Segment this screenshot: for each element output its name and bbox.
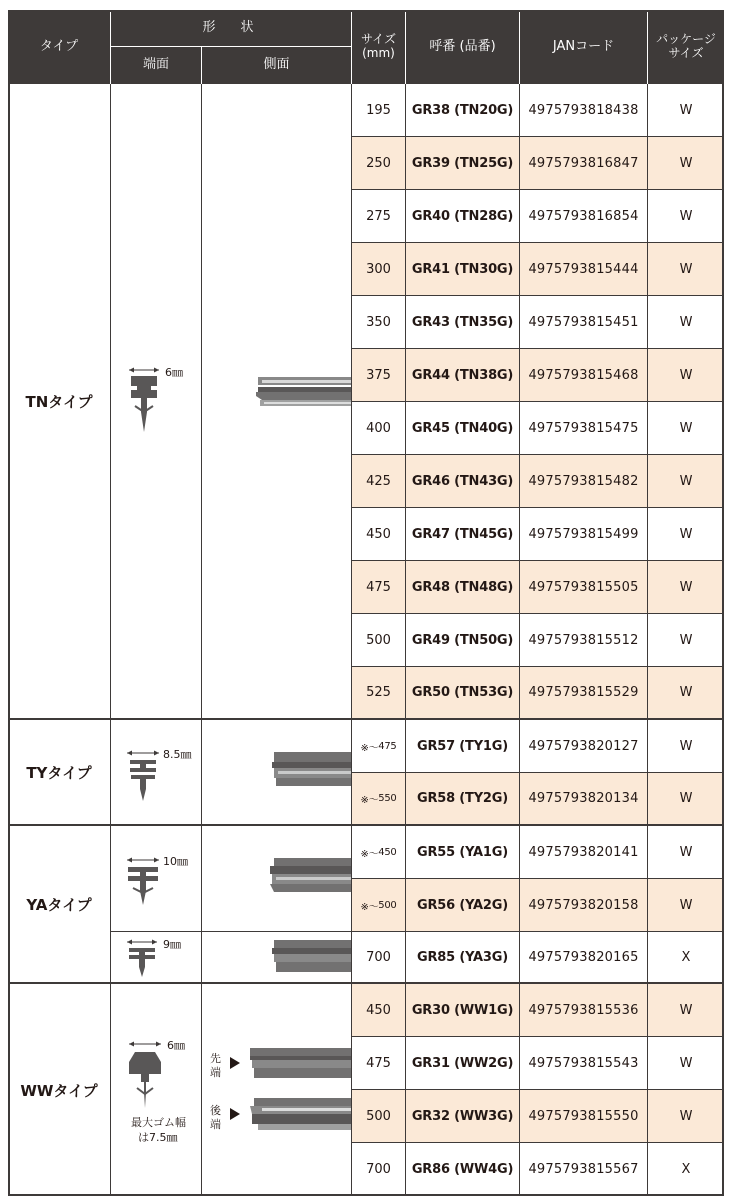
jan-value: 4975793815451 [528,314,639,330]
jan-value: 4975793820158 [528,897,639,913]
cell-pkg [648,879,724,932]
cell-code [406,190,520,243]
pkg-value: W [679,738,693,754]
cell-jan [520,1143,648,1196]
code-value: GR44 (TN38G) [411,367,514,383]
type-cell-ww: WWタイプ [8,984,111,1196]
cell-size [352,932,406,984]
ww-width-label: 6㎜ [167,1039,185,1052]
cell-jan [520,984,648,1037]
side-face-cell-ya-2 [202,932,352,984]
cell-jan [520,84,648,137]
size-value: 275 [366,208,391,224]
cell-jan [520,402,648,455]
jan-value: 4975793815529 [528,685,639,700]
cell-code [406,773,520,826]
cell-pkg [648,84,724,137]
code-value: GR58 (TY2G) [417,791,508,806]
code-value: GR48 (TN48G) [411,579,514,595]
cell-pkg [648,402,724,455]
cell-jan [520,1090,648,1143]
pkg-value: W [679,791,693,806]
cell-jan [520,720,648,773]
cell-pkg [648,667,724,720]
cell-code [406,1143,520,1196]
header-code: 呼番 (品番) [406,10,520,84]
type-cell-tn: TNタイプ [8,84,111,720]
jan-value: 4975793820134 [528,791,639,806]
cell-jan [520,455,648,508]
size-value: 475 [378,740,397,752]
side-face-cell-ww [202,984,352,1196]
cell-size [352,84,406,137]
cell-size [352,402,406,455]
code-value: GR43 (TN35G) [411,314,514,330]
size-value: 475 [366,1055,391,1071]
cell-code [406,137,520,190]
cell-size [352,137,406,190]
pkg-value: W [679,526,693,542]
cell-jan [520,508,648,561]
cell-jan [520,826,648,879]
end-face-cell-ty [111,720,202,826]
pkg-value: W [679,685,693,700]
cell-size [352,667,406,720]
cell-code [406,84,520,137]
end-face-cell-ya-1 [111,826,202,932]
ya3-side-profile-icon [202,932,352,984]
ya-width-label-2: 9㎜ [163,938,181,951]
jan-value: 4975793815475 [528,420,639,436]
code-value: GR46 (TN43G) [411,473,514,489]
cell-size [352,879,406,932]
cell-code [406,561,520,614]
tip-arrow-icon [230,1057,240,1069]
pkg-value: W [679,1002,693,1018]
ww-rear-label-2: 端 [210,1118,221,1131]
cell-code [406,402,520,455]
size-value: 450 [366,1002,391,1018]
ty-width-label: 8.5㎜ [163,748,192,761]
size-value: 300 [366,261,391,277]
jan-value: 4975793815444 [528,261,639,277]
pkg-value: W [679,1108,693,1124]
pkg-value: X [681,949,691,965]
jan-value: 4975793815536 [528,1002,639,1018]
cell-size [352,984,406,1037]
ya3-end-profile-icon [111,932,202,984]
ty-side-profile-icon [202,720,352,826]
size-value: 500 [366,1108,391,1124]
pkg-value: X [681,1162,691,1177]
code-value: GR39 (TN25G) [411,155,514,171]
rear-arrow-icon [230,1108,240,1120]
pkg-value: W [679,367,693,383]
size-value: 250 [366,155,391,171]
cell-code [406,667,520,720]
cell-size [352,455,406,508]
header-package: パッケージ サイズ [648,10,724,84]
cell-code [406,296,520,349]
cell-pkg [648,508,724,561]
pkg-value: W [679,208,693,224]
code-value: GR56 (YA2G) [417,897,508,913]
cell-pkg [648,349,724,402]
cell-size [352,720,406,773]
cell-code [406,1037,520,1090]
jan-value: 4975793815468 [528,367,639,383]
cell-pkg [648,614,724,667]
header-size: サイズ (mm) [352,10,406,84]
jan-value: 4975793815499 [528,526,639,542]
size-value: 700 [366,949,391,965]
end-face-cell-ya-2 [111,932,202,984]
cell-code [406,243,520,296]
size-value: 500 [378,899,397,911]
ya-end-profile-icon [111,826,202,932]
size-value: 700 [366,1162,391,1177]
cell-pkg [648,243,724,296]
pkg-value: W [679,844,693,860]
tn-side-profile-icon [202,84,352,720]
cell-pkg [648,190,724,243]
cell-pkg [648,826,724,879]
jan-value: 4975793815550 [528,1108,639,1124]
code-value: GR85 (YA3G) [417,949,508,965]
cell-jan [520,137,648,190]
cell-pkg [648,561,724,614]
ww-side-profile-icon [202,984,352,1196]
cell-jan [520,1037,648,1090]
cell-jan [520,190,648,243]
size-value: 525 [366,685,391,700]
side-face-cell-tn [202,84,352,720]
cell-size [352,561,406,614]
cell-pkg [648,455,724,508]
cell-jan [520,773,648,826]
pkg-value: W [679,261,693,277]
size-value: 400 [366,420,391,436]
jan-value: 4975793815543 [528,1055,639,1071]
pkg-value: W [679,314,693,330]
jan-value: 4975793815512 [528,632,639,648]
cell-size [352,190,406,243]
jan-value: 4975793816847 [528,155,639,171]
size-value: 450 [378,846,397,858]
cell-pkg [648,773,724,826]
pkg-value: W [679,632,693,648]
cell-jan [520,932,648,984]
type-cell-ty: TYタイプ [8,720,111,826]
cell-code [406,1090,520,1143]
header-jan: JANコード [520,10,648,84]
size-value: 450 [366,526,391,542]
code-value: GR45 (TN40G) [411,420,514,436]
ww-max-note-line2: は7.5㎜ [138,1131,178,1144]
ty-end-profile-icon [111,720,202,826]
cell-pkg [648,932,724,984]
ww-max-note-line1: 最大ゴム幅 [131,1116,186,1129]
cell-size [352,296,406,349]
cell-jan [520,561,648,614]
cell-pkg [648,137,724,190]
jan-value: 4975793815567 [528,1162,639,1177]
side-face-cell-ty [202,720,352,826]
code-value: GR86 (WW4G) [411,1162,514,1177]
size-value: 500 [366,632,391,648]
size-value: 425 [366,473,391,489]
ya-side-profile-icon [202,826,352,932]
cell-size [352,508,406,561]
cell-jan [520,243,648,296]
ya-width-label-1: 10㎜ [163,855,188,868]
ww-tip-label-2: 端 [210,1066,221,1079]
header-type: タイプ [8,10,111,84]
jan-value: 4975793816854 [528,208,639,224]
wiper-refill-table [8,10,724,1196]
tn-end-profile-icon [111,84,202,720]
cell-size [352,773,406,826]
size-value: 550 [378,793,397,804]
ww-end-profile-icon [111,984,202,1196]
cell-code [406,455,520,508]
cell-pkg [648,1143,724,1196]
cell-code [406,508,520,561]
cell-code [406,879,520,932]
type-cell-ya: YAタイプ [8,826,111,984]
cell-pkg [648,720,724,773]
cell-pkg [648,1037,724,1090]
end-face-cell-ww [111,984,202,1196]
jan-value: 4975793815505 [528,579,639,595]
jan-value: 4975793820127 [528,738,639,754]
size-prefix: ※～ [360,901,379,913]
tn-width-label: 6㎜ [165,366,183,379]
cell-code [406,984,520,1037]
code-value: GR50 (TN53G) [411,685,514,700]
pkg-value: W [679,155,693,171]
end-face-cell-tn [111,84,202,720]
cell-size [352,349,406,402]
jan-value: 4975793815482 [528,473,639,489]
code-value: GR40 (TN28G) [411,208,514,224]
side-face-cell-ya-1 [202,826,352,932]
code-value: GR57 (TY1G) [417,738,508,754]
cell-jan [520,614,648,667]
cell-jan [520,879,648,932]
ww-tip-label-1: 先 [210,1052,221,1065]
cell-code [406,826,520,879]
cell-jan [520,349,648,402]
code-value: GR32 (WW3G) [411,1108,514,1124]
cell-code [406,614,520,667]
cell-code [406,349,520,402]
size-value: 375 [366,367,391,383]
code-value: GR30 (WW1G) [411,1002,514,1018]
cell-pkg [648,1090,724,1143]
size-value: 195 [366,102,391,118]
code-value: GR31 (WW2G) [411,1055,514,1071]
cell-size [352,1037,406,1090]
cell-pkg [648,296,724,349]
cell-code [406,720,520,773]
size-value: 475 [366,579,391,595]
header-end-face: 端面 [111,47,202,84]
code-value: GR49 (TN50G) [411,632,514,648]
jan-value: 4975793820165 [528,949,639,965]
header-shape: 形 状 [111,10,352,47]
header-side-face: 側面 [202,47,352,84]
code-value: GR38 (TN20G) [411,102,514,118]
size-prefix: ※～ [360,848,379,860]
pkg-value: W [679,579,693,595]
cell-size [352,1090,406,1143]
jan-value: 4975793820141 [528,844,639,860]
cell-size [352,1143,406,1196]
cell-size [352,243,406,296]
size-prefix: ※～ [360,742,379,754]
ww-rear-label-1: 後 [210,1104,221,1117]
cell-pkg [648,984,724,1037]
cell-jan [520,667,648,720]
jan-value: 4975793818438 [528,102,639,118]
size-prefix: ※～ [360,795,379,806]
code-value: GR41 (TN30G) [411,261,514,277]
cell-code [406,932,520,984]
code-value: GR55 (YA1G) [417,844,508,860]
cell-size [352,614,406,667]
pkg-value: W [679,1055,693,1071]
pkg-value: W [679,102,693,118]
cell-size [352,826,406,879]
pkg-value: W [679,420,693,436]
pkg-value: W [679,897,693,913]
cell-jan [520,296,648,349]
pkg-value: W [679,473,693,489]
size-value: 350 [366,314,391,330]
code-value: GR47 (TN45G) [411,526,514,542]
